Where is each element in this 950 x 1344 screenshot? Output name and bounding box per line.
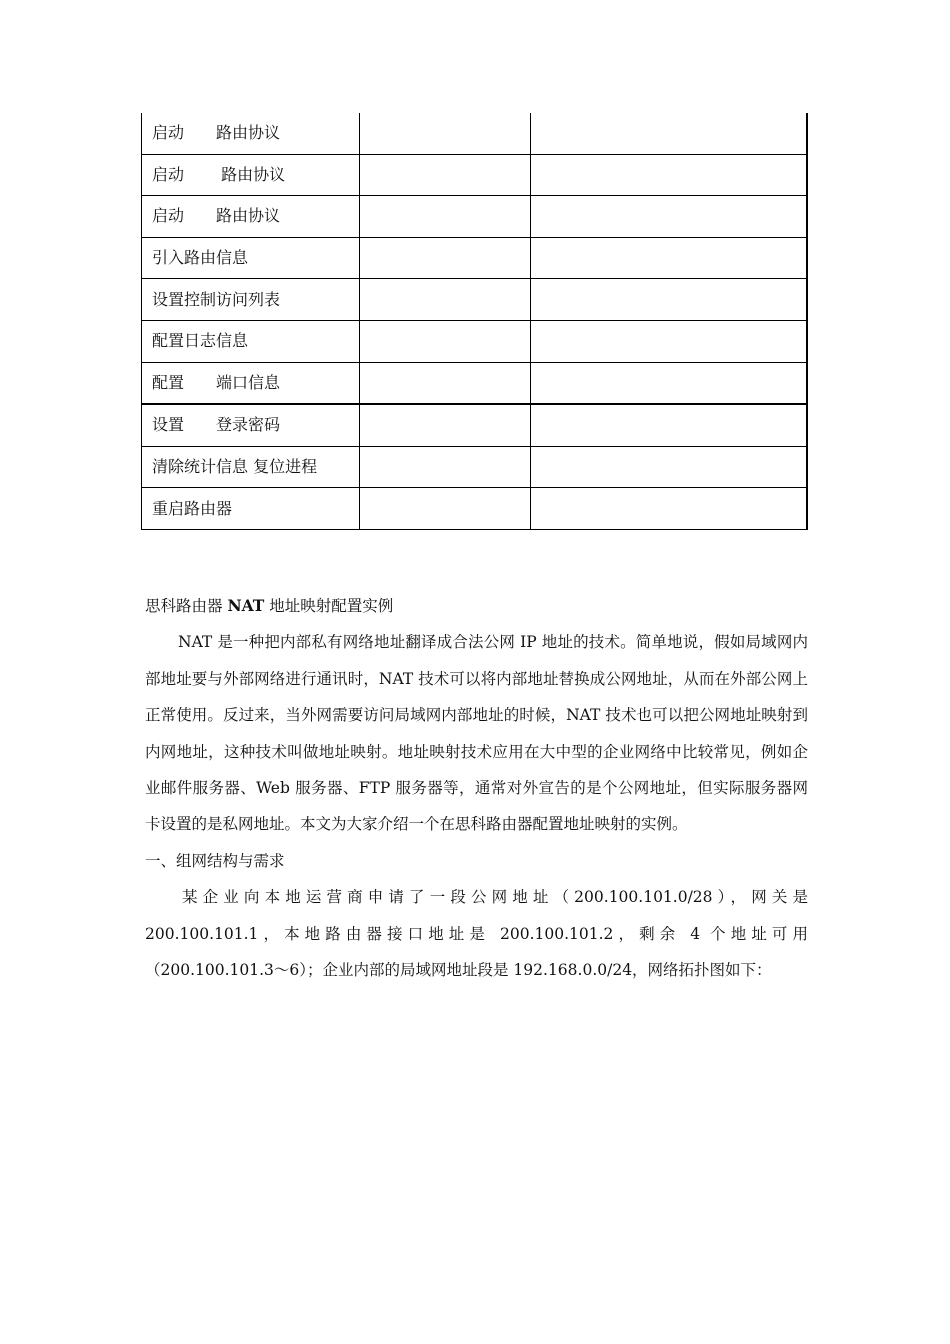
command-label: 启动 路由协议 <box>142 154 360 196</box>
command-label: 启动 路由协议 <box>142 113 360 154</box>
table-row <box>142 237 808 279</box>
empty-cell <box>531 279 808 321</box>
empty-cell <box>360 446 531 488</box>
section-paragraph: 某企业向本地运营商申请了一段公网地址（200.100.101.0/28），网关是 200.100.101.1，本地路由器接口地址是 200.100.101.2，剩余 4 个地址可用（200.100.101.3～6）；企业内部的局域网地址段是 192.168.0.0/24，网络拓扑图如下： <box>145 888 808 980</box>
table-row <box>142 488 808 530</box>
empty-cell <box>531 488 808 530</box>
empty-cell <box>531 446 808 488</box>
empty-cell <box>531 196 808 238</box>
empty-cell <box>531 154 808 196</box>
empty-cell <box>360 279 531 321</box>
command-label: 启动 路由协议 <box>142 196 360 238</box>
table-row <box>142 362 808 404</box>
article-title <box>145 588 808 624</box>
article <box>145 588 808 988</box>
command-table <box>141 113 808 530</box>
table-row <box>142 404 808 446</box>
command-label: 设置控制访问列表 <box>142 279 360 321</box>
command-label: 重启路由器 <box>142 488 360 530</box>
empty-cell <box>360 196 531 238</box>
table-row <box>142 279 808 321</box>
empty-cell <box>531 320 808 362</box>
title-prefix: 思科路由器 <box>145 597 228 615</box>
intro-paragraph: NAT 是一种把内部私有网络地址翻译成合法公网 IP 地址的技术。简单地说，假如局域网内部地址要与外部网络进行通讯时，NAT 技术可以将内部地址替换成公网地址，从而在外部公网上正常使用。反过来，当外网需要访问局域网内部地址的时候，NAT 技术也可以把公网地址映射到内网地址，这种技术叫做地址映射。地址映射技术应用在大中型的企业网络中比较常见，例如企业邮件服务器、Web 服务器、FTP 服务器等，通常对外宣告的是个公网地址，但实际服务器网卡设置的是私网地址。本文为大家介绍一个在思科路由器配置地址映射的实例。 <box>145 633 808 834</box>
empty-cell <box>360 362 531 404</box>
command-label: 引入路由信息 <box>142 237 360 279</box>
empty-cell <box>531 362 808 404</box>
command-label: 配置 端口信息 <box>142 362 360 404</box>
empty-cell <box>360 320 531 362</box>
table-row <box>142 446 808 488</box>
empty-cell <box>360 404 531 446</box>
empty-cell <box>531 237 808 279</box>
empty-cell <box>360 113 531 154</box>
table-row <box>142 320 808 362</box>
table-row <box>142 196 808 238</box>
title-nat: NAT <box>227 596 265 615</box>
command-label: 清除统计信息 复位进程 <box>142 446 360 488</box>
table-row <box>142 113 808 154</box>
empty-cell <box>360 154 531 196</box>
table-row <box>142 154 808 196</box>
command-label: 配置日志信息 <box>142 320 360 362</box>
section-heading: 一、组网结构与需求 <box>145 851 285 870</box>
title-suffix: 地址映射配置实例 <box>264 597 394 615</box>
empty-cell <box>360 488 531 530</box>
empty-cell <box>531 404 808 446</box>
empty-cell <box>360 237 531 279</box>
command-label: 设置 登录密码 <box>142 404 360 446</box>
empty-cell <box>531 113 808 154</box>
